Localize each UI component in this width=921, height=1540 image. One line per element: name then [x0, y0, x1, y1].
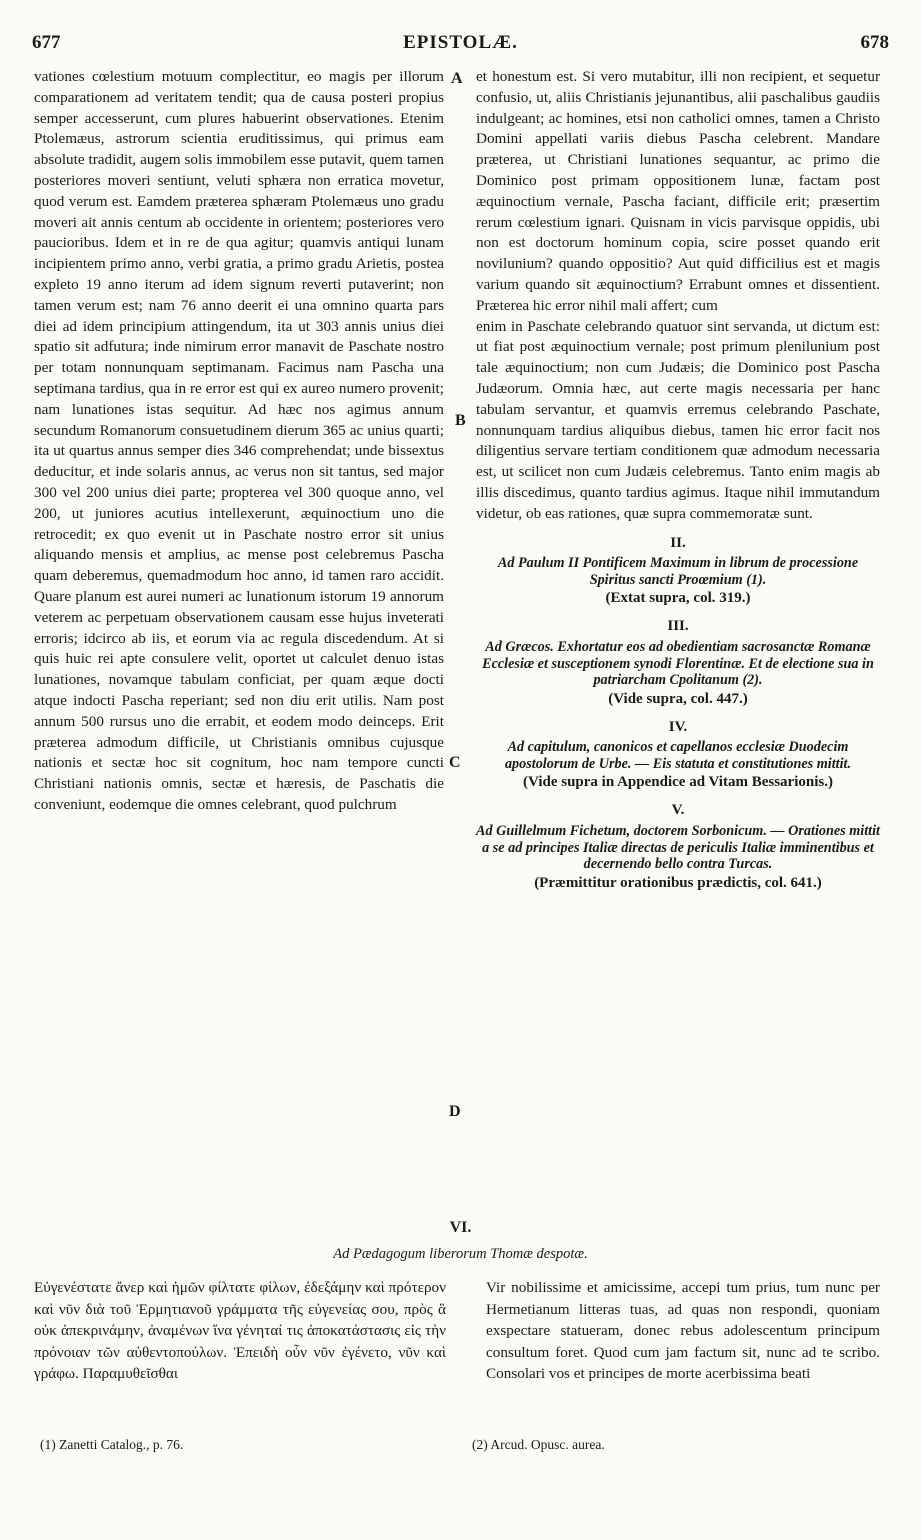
section-ii-number: II.	[670, 534, 686, 551]
margin-marker-c: C	[449, 754, 461, 771]
right-column-text-a: et honestum est. Si vero mutabitur, illi non recipient, et sequetur confusio, ut, aliis Christianis jejunantibus, alii paschalibus gaudiis indulgeant; ac homines, etsi non catholici omnes, tamen a Christo Domini appellati variis diebus Pascha celebrent. Mandare præterea, ut Christiani lunationes sequantur, ac primo die Dominico post primam oppositionem lunæ, factam post æquinoctium vernale, Pascha faciant, difficile erit; præsertim rerum cœlestium ignari. Quisnam in vicis parvisque oppidis, ubi non est doctorum hominum copia, scire posset quando erit novilunium? quando oppositio? Aut quid difficilius est et magis varium quando sit æquinoctium? Errabunt omnes et dissentient. Præterea hic error nihil mali affert; cum	[476, 68, 880, 314]
section-v-title: Ad Guillelmum Fichetum, doctorem Sorbonicum. — Orationes mittit a se ad principes Italiæ directas de periculis Italiæ imminentibus et decernendo bello contra Turcas.	[476, 823, 880, 873]
margin-marker-a: A	[451, 70, 463, 87]
right-column-text-b: enim in Paschate celebrando quatuor sint servanda, ut dictum est: ut fiat post æquinoctium vernale; post primum plenilunium post tale æquinoctium; non cum Judæis; die Dominico post Pascha Judæorum. Omnia hæc, aut certe magis necessaria per hanc tabulam servantur, et quamvis erremus celebrando Paschate, nonnunquam tardius aliquibus diebus, tamen hic error facit nos diligentius servare tertiam conditionem quæ admodum necessaria est, ut scilicet non cum Judæis celebremus. Tanto enim magis ab illis discedimus, quanto tardius agimus. Itaque nihil immutandum videtur, ob eas rationes, quæ supra commemoratæ sunt.	[476, 317, 880, 522]
running-title: EPISTOLÆ.	[403, 32, 518, 53]
left-column-text: vationes cœlestium motuum complectitur, eo magis per illorum comparationem ad veritatem tendit; qua de causa posteri propius semper accesserunt, cum plures habuerint observationes. Etenim Ptolemæus, astrorum scientia eruditissimus, qui primus eam absolute tradidit, augem solis immobilem esse putavit, quem tamen posteriores moveri sentiunt, veluti sphæra non erratica movetur, quod verum est. Eamdem præterea sphæram Ptolemæus uno gradu moveri ait annis centum ab occidente in orientem; posteriores vero paucioribus. Idem et in re de qua agitur; quamvis antiqui lunam incipientem primo anno, verbi gratia, a primo gradu Arietis, postea expleto 19 anno iterum ad idem signum reverti putaverint; non tamen verum est; nam 76 anno deerit ei una omnino quarta pars diei ad idem principium attingendum, ita ut 303 annis unius diei spatio sit adfutura; inde nimirum error manavit de Paschate nostro per totam nonnunquam septimanam. Facimus nam Pascha una septimana tardius, qua in re error est qui ex aureo numero provenit; nam lunationes istas sequitur. Ad hæc nos agimus annum secundum Romanorum consuetudinem dierum 365 ac unius quarti; ita ut quartus annus semper dies 346 comprehendat; unde bissextus deducitur, et inde solaris annus, ac verus non sit tantus, sed major 300 vel 200 unius diei parte; propterea vel 300 quoque anno, vel 200, ut juniores acutius intellexerunt, æquinoctium uno die retrocedit; ex quo evenit ut in Paschate nostro error sit unius aliquando mensis et amplius, ac mense post celebremus Pascha quam deberemus, quemadmodum hoc anno, id tamen raro accidit. Quare planum est aurei numeri ac lunationum istorum 19 annorum veterem ac perpetuam observationem causam esse hujus inveterati erroris; idcirco ab iis, et eorum via ac regula discedendum. At si quis huic rei apte consulere velit, oportet ut calculet denuo istas lunationes, novamque tabulam conficiat, per quam æque docti atque indocti Pascha reperiant; sed non diu erit utilis. Nam post annum 500 rursus uno die errabit, et eodem modo deinceps. Erit præterea admodum difficile, ut Christianis omnibus cujusque nationis et sectæ hoc sit cognitum, hoc nam tempore cuncti Christiani nationis omnis, sectæ et hæresis, de Paschatis die conveniunt, eodemque die omnes celebrant, quod pulchrum	[34, 68, 444, 813]
left-column	[34, 67, 444, 816]
section-ii-title: Ad Paulum II Pontificem Maximum in librum de processione Spiritus sancti Proœmium (1).	[497, 555, 859, 588]
margin-marker-d: D	[449, 1103, 461, 1120]
page-header	[32, 32, 889, 58]
footnote-1: (1) Zanetti Catalog., p. 76.	[40, 1437, 184, 1452]
section-iv-number: IV.	[668, 718, 688, 735]
page-number-right: 678	[860, 32, 889, 53]
section-ii-note: (Extat supra, col. 319.)	[605, 590, 751, 607]
section-vi-title: Ad Pædagogum liberorum Thomæ despotæ.	[333, 1246, 588, 1262]
section-vi-number: VI.	[449, 1219, 472, 1236]
section-iii-note: (Vide supra, col. 447.)	[608, 690, 748, 707]
section-iii-title: Ad Græcos. Exhortatur eos ad obedientiam sacrosanctæ Romanæ Ecclesiæ et susceptionem synodi Florentinæ. Et de electione sua in patriarcham Cpolitanum (2).	[482, 639, 874, 689]
right-column	[476, 67, 880, 893]
section-iv-note: (Vide supra in Appendice ad Vitam Bessarionis.)	[523, 774, 833, 791]
section-iii-number: III.	[667, 618, 689, 635]
margin-marker-b: B	[455, 412, 466, 429]
footnote-2: (2) Arcud. Opusc. aurea.	[472, 1437, 605, 1452]
greek-letter-text: Εὐγενέστατε ἄνερ καὶ ἡμῶν φίλτατε φίλων, ἐδεξάμην καὶ πρότερον καὶ νῦν διὰ τοῦ Ἑρμητιανοῦ γράμματα τῆς εὐγενείας σου, πρὸς ἃ οὐκ ἀπεκρινάμην, ἀναμένων ἵνα γένηταί τις ἀποκατάστασις εἰς τὴν πρόνοιαν τῶν αὐθεντοπούλων. Ἐπειδὴ οὖν νῦν ἐγένετο, νῦν καὶ γράφω. Παραμυθεῖσθαι	[34, 1279, 446, 1382]
section-iv-title: Ad capitulum, canonicos et capellanos ecclesiæ Duodecim apostolorum de Urbe. — Eis statuta et constitutiones mittit.	[504, 739, 852, 772]
page-number-left: 677	[32, 32, 61, 53]
section-v-note: (Præmittitur orationibus prædictis, col. 641.)	[534, 874, 822, 891]
section-v-number: V.	[671, 802, 685, 819]
latin-letter-text: Vir nobilissime et amicissime, accepi tum prius, tum nunc per Hermetianum litteras tuas, ad quas non respondi, quoniam exspectare statueram, donec rebus adolescentum principum consultum foret. Quod cum jam factum sit, nunc ad te scribo. Consolari vos et principes de morte acerbissima beati	[486, 1279, 880, 1382]
